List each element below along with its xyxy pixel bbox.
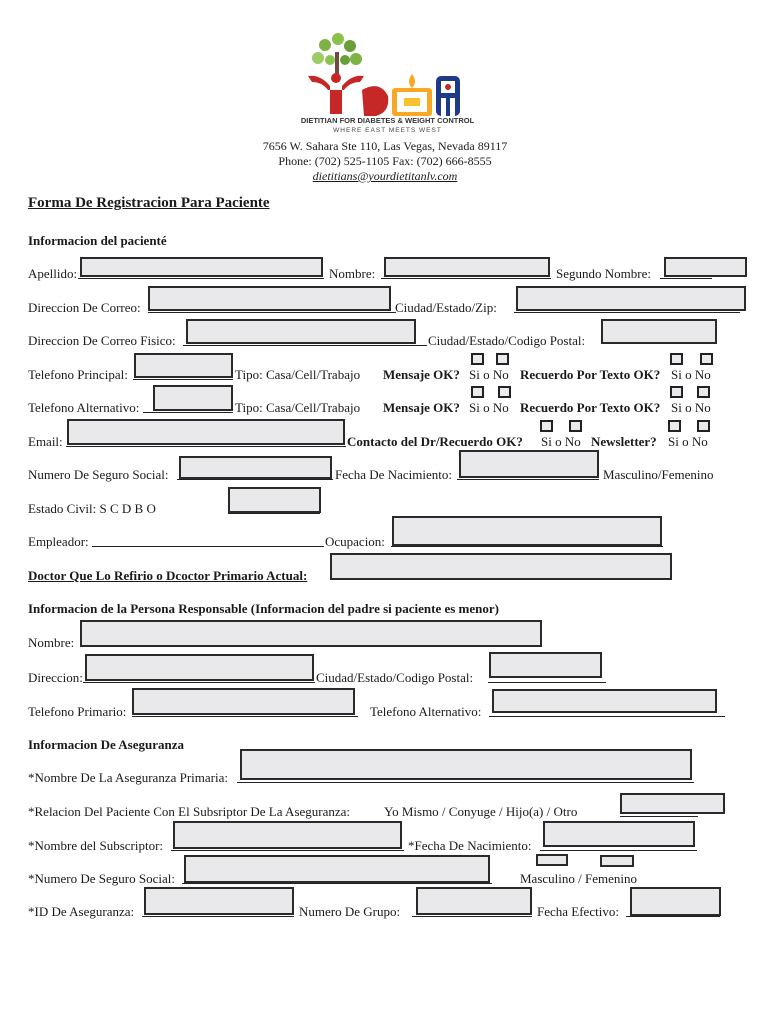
contacto-no-checkbox[interactable] — [569, 420, 582, 432]
fecha-efectivo-field[interactable] — [630, 887, 721, 916]
segundo-nombre-field[interactable] — [664, 257, 747, 277]
contacto-dr-label: Contacto del Dr/Recuerdo OK? — [347, 434, 523, 449]
newsletter-no-checkbox[interactable] — [697, 420, 710, 432]
mensaje-ok-label-2: Mensaje OK? — [383, 400, 460, 415]
responsable-telefono-primario-label: Telefono Primario: — [28, 704, 127, 719]
tree-icon — [312, 33, 362, 80]
fecha-efectivo-label: Fecha Efectivo: — [537, 904, 619, 919]
si-no-label-2: Si o No — [469, 400, 509, 415]
responsible-section-heading: Informacion de la Persona Responsable (Informacion del padre si paciente es menor) — [28, 601, 499, 616]
patient-section-heading: Informacion del pacienté — [28, 233, 167, 248]
contacto-si-no-label: Si o No — [541, 434, 581, 449]
empleador-label: Empleador: — [28, 534, 89, 549]
estado-civil-field[interactable] — [228, 487, 321, 513]
responsable-direccion-field[interactable] — [85, 654, 314, 681]
insurance-section-heading: Informacion De Aseguranza — [28, 737, 184, 752]
subscriptor-nombre-field[interactable] — [173, 821, 402, 849]
numero-grupo-label: Numero De Grupo: — [299, 904, 401, 919]
subscriptor-seguro-label: *Numero De Seguro Social: — [28, 871, 175, 886]
ocupacion-label: Ocupacion: — [325, 534, 385, 549]
texto-si-checkbox-1[interactable] — [670, 353, 683, 365]
candle-icon — [392, 74, 432, 116]
mensaje-ok-label-1: Mensaje OK? — [383, 367, 460, 382]
email-field[interactable] — [67, 419, 345, 445]
fecha-nacimiento-field[interactable] — [459, 450, 599, 478]
relacion-otro-field[interactable] — [620, 793, 725, 814]
mensaje-no-checkbox-2[interactable] — [498, 386, 511, 398]
ciudad-estado-postal-label: Ciudad/Estado/Codigo Postal: — [428, 333, 586, 348]
clinic-logo — [300, 30, 475, 140]
si-no-texto-label-2: Si o No — [671, 400, 711, 415]
direccion-correo-field[interactable] — [148, 286, 391, 311]
seguro-social-field[interactable] — [179, 456, 332, 479]
aseguranza-nombre-field[interactable] — [240, 749, 692, 780]
nombre-label: Nombre: — [329, 266, 376, 281]
tipo-label-2: Tipo: Casa/Cell/Trabajo — [235, 400, 361, 415]
seguro-social-label: Numero De Seguro Social: — [28, 467, 169, 482]
newsletter-si-no-label: Si o No — [668, 434, 708, 449]
subscriptor-seguro-field[interactable] — [184, 855, 490, 883]
texto-no-checkbox-1[interactable] — [700, 353, 713, 365]
ciudad-estado-zip-label: Ciudad/Estado/Zip: — [395, 300, 497, 315]
recuerdo-texto-label-2: Recuerdo Por Texto OK? — [520, 400, 661, 415]
telefono-alternativo-label: Telefono Alternativo: — [28, 400, 140, 415]
relacion-label: *Relacion Del Paciente Con El Subsriptor De La Aseguranza: — [28, 804, 351, 819]
masculino-checkbox[interactable] — [536, 854, 568, 866]
masculino-femenino-label: Masculino/Femenino — [603, 467, 714, 482]
subscriptor-nombre-label: *Nombre del Subscriptor: — [28, 838, 164, 853]
responsable-telefono-alternativo-field[interactable] — [492, 689, 717, 713]
telefono-alternativo-field[interactable] — [153, 385, 233, 411]
estado-civil-label: Estado Civil: S C D B O — [28, 501, 156, 516]
email-label: Email: — [28, 434, 63, 449]
mensaje-no-checkbox-1[interactable] — [496, 353, 509, 365]
tipo-label-1: Tipo: Casa/Cell/Trabajo — [235, 367, 361, 382]
responsable-ciudad-field[interactable] — [489, 652, 602, 678]
logo-line-1: DIETITIAN FOR DIABETES & WEIGHT CONTROL — [300, 116, 475, 125]
responsable-nombre-field[interactable] — [80, 620, 542, 647]
nombre-field[interactable] — [384, 257, 550, 277]
relacion-options: Yo Mismo / Conyuge / Hijo(a) / Otro — [384, 804, 578, 819]
apellido-field[interactable] — [80, 257, 323, 277]
id-aseguranza-label: *ID De Aseguranza: — [28, 904, 135, 919]
si-no-label-1: Si o No — [469, 367, 509, 382]
recuerdo-texto-label-1: Recuerdo Por Texto OK? — [520, 367, 661, 382]
responsable-direccion-label: Direccion: — [28, 670, 83, 685]
id-aseguranza-field[interactable] — [144, 887, 294, 915]
texto-si-checkbox-2[interactable] — [670, 386, 683, 398]
numero-grupo-field[interactable] — [416, 887, 532, 915]
direccion-fisico-field[interactable] — [186, 319, 416, 344]
texto-no-checkbox-2[interactable] — [697, 386, 710, 398]
aseguranza-nombre-label: *Nombre De La Aseguranza Primaria: — [28, 770, 228, 785]
mensaje-si-checkbox-1[interactable] — [471, 353, 484, 365]
clinic-phone: Phone: (702) 525-1105 Fax: (702) 666-8555 — [278, 154, 492, 168]
ciudad-estado-zip-field[interactable] — [516, 286, 746, 311]
ciudad-estado-postal-field[interactable] — [601, 319, 717, 344]
telefono-principal-field[interactable] — [134, 353, 233, 378]
responsable-telefono-alternativo-label: Telefono Alternativo: — [370, 704, 482, 719]
doctor-referido-label: Doctor Que Lo Refirio o Dcoctor Primario Actual: — [28, 568, 308, 583]
r-icon — [436, 76, 460, 116]
segundo-nombre-label: Segundo Nombre: — [556, 266, 651, 281]
mensaje-si-checkbox-2[interactable] — [471, 386, 484, 398]
subscriptor-sexo-label: Masculino / Femenino — [520, 871, 637, 886]
responsable-nombre-label: Nombre: — [28, 635, 75, 650]
newsletter-label: Newsletter? — [591, 434, 657, 449]
si-no-texto-label-1: Si o No — [671, 367, 711, 382]
direccion-correo-label: Direccion De Correo: — [28, 300, 141, 315]
ocupacion-field[interactable] — [392, 516, 662, 546]
apple-icon — [362, 86, 388, 116]
fecha-nacimiento-label: Fecha De Nacimiento: — [335, 467, 452, 482]
form-title: Forma De Registracion Para Paciente — [28, 195, 270, 211]
newsletter-si-checkbox[interactable] — [668, 420, 681, 432]
femenino-checkbox[interactable] — [600, 855, 634, 867]
clinic-email-link[interactable]: dietitians@yourdietitanlv.com — [312, 169, 458, 183]
subscriptor-fecha-label: *Fecha De Nacimiento: — [408, 838, 532, 853]
responsable-telefono-primario-field[interactable] — [132, 688, 355, 715]
direccion-fisico-label: Direccion De Correo Fisico: — [28, 333, 176, 348]
apellido-label: Apellido: — [28, 266, 78, 281]
logo-line-2: WHERE EAST MEETS WEST — [333, 127, 442, 134]
telefono-principal-label: Telefono Principal: — [28, 367, 128, 382]
subscriptor-fecha-field[interactable] — [543, 821, 695, 847]
contacto-si-checkbox[interactable] — [540, 420, 553, 432]
responsable-ciudad-label: Ciudad/Estado/Codigo Postal: — [316, 670, 474, 685]
clinic-address: 7656 W. Sahara Ste 110, Las Vegas, Nevada 89117 — [262, 139, 508, 153]
doctor-referido-field[interactable] — [330, 553, 672, 580]
